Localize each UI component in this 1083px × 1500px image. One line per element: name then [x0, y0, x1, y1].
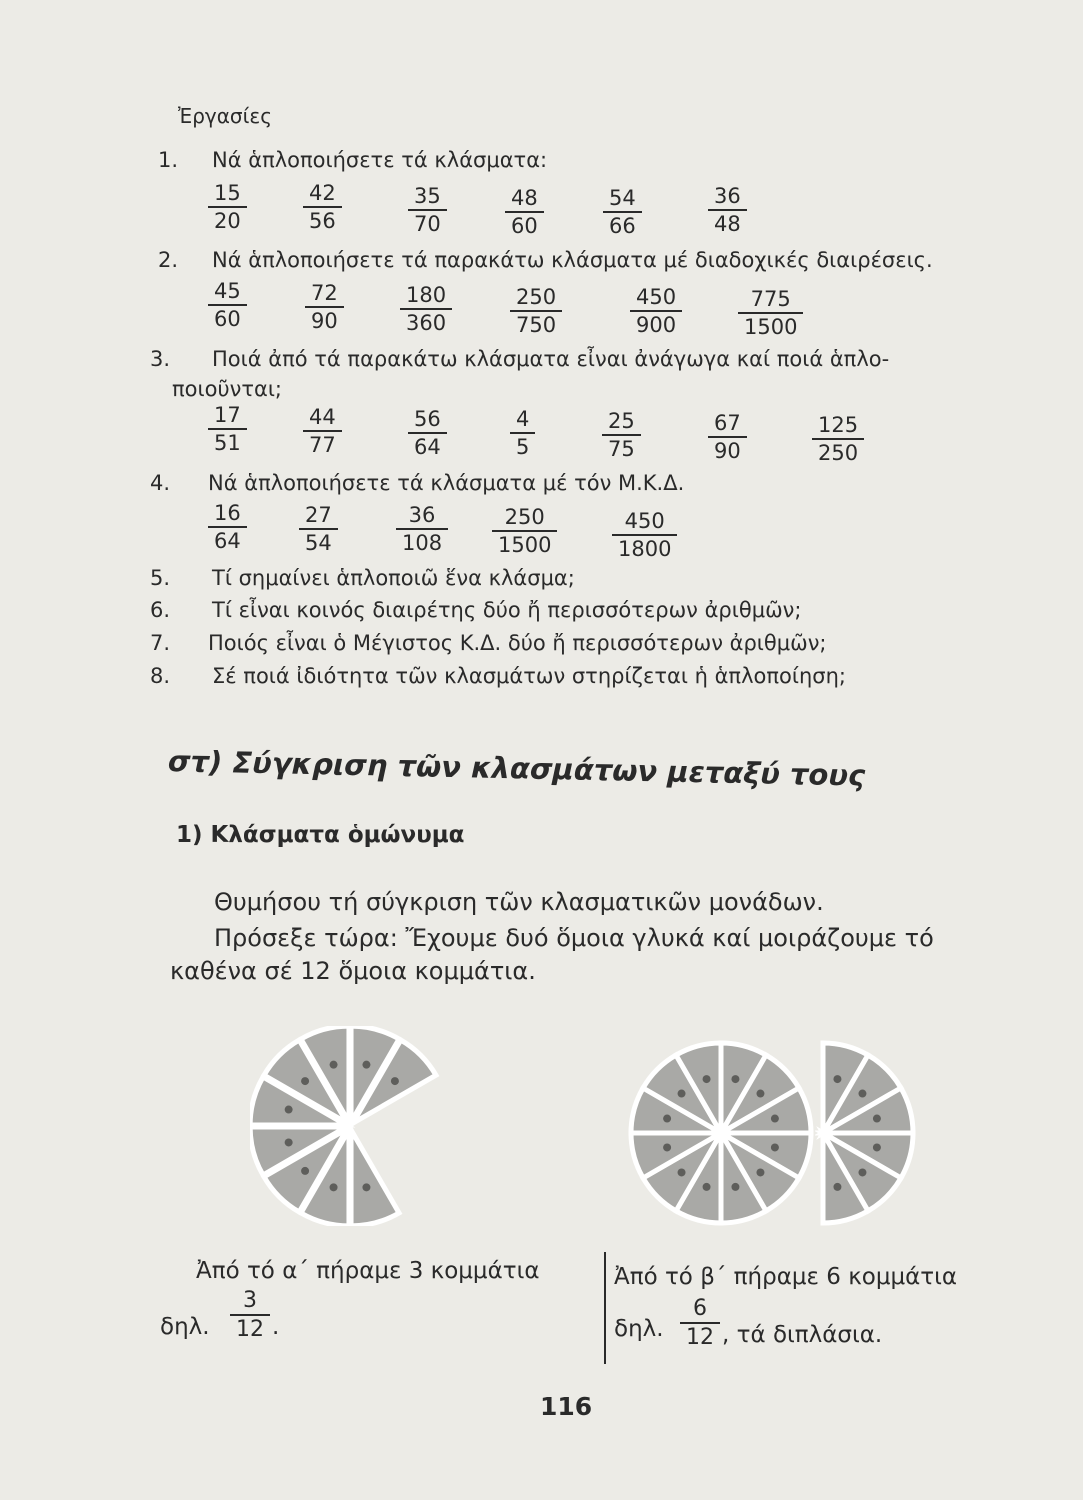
fraction: $\frac{54}{66}$ [603, 188, 642, 237]
pie-piece-dot [703, 1183, 711, 1191]
cake-b-illustration [625, 1038, 815, 1228]
fraction: $\frac{36}{108}$ [396, 505, 448, 554]
fraction: $\frac{4}{5}$ [510, 409, 535, 458]
fraction: $\frac{15}{20}$ [208, 183, 247, 232]
exercise-number: 8. [150, 664, 171, 688]
fraction: $\frac{17}{51}$ [208, 405, 247, 454]
pie-piece-dot [756, 1090, 764, 1098]
caption-right-suffix: , τά διπλάσια. [722, 1322, 883, 1348]
caption-right-prefix: δηλ. [614, 1316, 664, 1342]
exercise-6 [150, 598, 801, 622]
exercise-number: 7. [150, 631, 171, 655]
exercise-text: Τί εἶναι κοινός διαιρέτης δύο ἤ περισσότερων ἀριθμῶν; [212, 598, 802, 622]
pie-piece-dot [285, 1106, 293, 1114]
pie-piece-dot [858, 1168, 866, 1176]
pie-piece-dot [771, 1143, 779, 1151]
exercise-text: Τί σημαίνει ἁπλοποιῶ ἕνα κλάσμα; [212, 566, 575, 590]
fraction: $\frac{125}{250}$ [812, 415, 864, 464]
fraction: $\frac{775}{1500}$ [738, 289, 803, 338]
fraction: $\frac{56}{64}$ [408, 409, 447, 458]
fraction: $\frac{44}{77}$ [303, 407, 342, 456]
pie-piece-dot [771, 1115, 779, 1123]
pie-piece-dot [873, 1115, 881, 1123]
fraction: $\frac{48}{60}$ [505, 188, 544, 237]
pie-piece-dot [362, 1183, 370, 1191]
fraction: $\frac{250}{750}$ [510, 287, 562, 336]
exercises-title: Ἐργασίες [178, 104, 272, 128]
fraction: $\frac{25}{75}$ [602, 411, 641, 460]
pie-piece-dot [663, 1143, 671, 1151]
exercise-text-continued: ποιοῦνται; [172, 377, 282, 401]
exercise-4 [150, 471, 684, 495]
taken-pieces-illustration [815, 1038, 925, 1228]
pie-piece-dot [391, 1077, 399, 1085]
exercise-text: Νά ἁπλοποιήσετε τά κλάσματα μέ τόν Μ.Κ.Δ. [208, 471, 685, 495]
exercise-7 [150, 631, 827, 655]
exercise-number: 3. [150, 347, 171, 371]
pie-piece-dot [731, 1183, 739, 1191]
exercise-number: 2. [158, 248, 179, 272]
pie-piece-dot [678, 1168, 686, 1176]
fraction: $\frac{45}{60}$ [208, 281, 247, 330]
section-heading: στ) Σύγκριση τῶν κλασμάτων μεταξύ τους [167, 744, 866, 793]
exercise-5 [150, 566, 575, 590]
paragraph-line: καθένα σέ 12 ὅμοια κομμάτια. [170, 957, 536, 985]
pie-piece-dot [833, 1183, 841, 1191]
fraction: $\frac{450}{1800}$ [612, 511, 677, 560]
pie-piece-dot [858, 1090, 866, 1098]
pie-piece-dot [285, 1138, 293, 1146]
caption-right-fraction: $\frac{6}{12}$ [680, 1298, 720, 1349]
subsection-heading: 1) Κλάσματα ὁμώνυμα [176, 822, 465, 848]
pie-piece-dot [330, 1061, 338, 1069]
exercise-text: Νά ἁπλοποιήσετε τά παρακάτω κλάσματα μέ διαδοχικές διαιρέσεις. [212, 248, 933, 272]
pie-piece-dot [301, 1167, 309, 1175]
pie-piece-dot [833, 1075, 841, 1083]
exercise-number: 4. [150, 471, 171, 495]
fraction: $\frac{16}{64}$ [208, 503, 247, 552]
caption-left-suffix: . [272, 1314, 280, 1340]
paragraph-line: Θυμήσου τή σύγκριση τῶν κλασματικῶν μονάδων. [214, 888, 824, 916]
caption-divider [604, 1252, 606, 1364]
pie-piece-dot [873, 1143, 881, 1151]
page-number: 116 [540, 1392, 593, 1421]
caption-right-line: Ἀπό τό β΄ πήραμε 6 κομμάτια [614, 1264, 958, 1290]
fraction: $\frac{72}{90}$ [305, 283, 344, 332]
exercise-number: 6. [150, 598, 171, 622]
fraction: $\frac{180}{360}$ [400, 285, 452, 334]
exercise-1 [158, 148, 547, 172]
cake-a-illustration [250, 1026, 460, 1226]
exercise-text: Νά ἁπλοποιήσετε τά κλάσματα: [212, 148, 548, 172]
exercise-text: Σέ ποιά ἰδιότητα τῶν κλασμάτων στηρίζεται ἡ ἁπλοποίηση; [212, 664, 846, 688]
caption-left-fraction: $\frac{3}{12}$ [230, 1290, 270, 1341]
pie-piece-dot [663, 1115, 671, 1123]
fraction: $\frac{36}{48}$ [708, 186, 747, 235]
exercise-2 [158, 248, 933, 272]
fraction: $\frac{450}{900}$ [630, 287, 682, 336]
pie-piece-dot [756, 1168, 764, 1176]
pie-piece-dot [703, 1075, 711, 1083]
fraction: $\frac{35}{70}$ [408, 186, 447, 235]
fraction: $\frac{250}{1500}$ [492, 507, 557, 556]
paragraph-line: Πρόσεξε τώρα: Ἔχουμε δυό ὅμοια γλυκά καί μοιράζουμε τό [214, 924, 934, 952]
caption-left-prefix: δηλ. [160, 1314, 210, 1340]
exercise-text: Ποιά ἀπό τά παρακάτω κλάσματα εἶναι ἀνάγωγα καί ποιά ἁπλο- [212, 347, 890, 371]
pie-piece [351, 1130, 399, 1226]
pie-piece-dot [362, 1061, 370, 1069]
fraction: $\frac{27}{54}$ [299, 505, 338, 554]
caption-left-line: Ἀπό τό α΄ πήραμε 3 κομμάτια [196, 1258, 540, 1284]
exercise-number: 1. [158, 148, 179, 172]
pie-piece-dot [678, 1090, 686, 1098]
exercise-text: Ποιός εἶναι ὁ Μέγιστος Κ.Δ. δύο ἤ περισσότερων ἀριθμῶν; [208, 631, 827, 655]
pie-piece-dot [330, 1183, 338, 1191]
pie-piece-dot [731, 1075, 739, 1083]
exercise-3 [150, 347, 889, 371]
pie-piece-dot [301, 1077, 309, 1085]
exercise-number: 5. [150, 566, 171, 590]
exercise-8 [150, 664, 846, 688]
fraction: $\frac{67}{90}$ [708, 413, 747, 462]
fraction: $\frac{42}{56}$ [303, 183, 342, 232]
